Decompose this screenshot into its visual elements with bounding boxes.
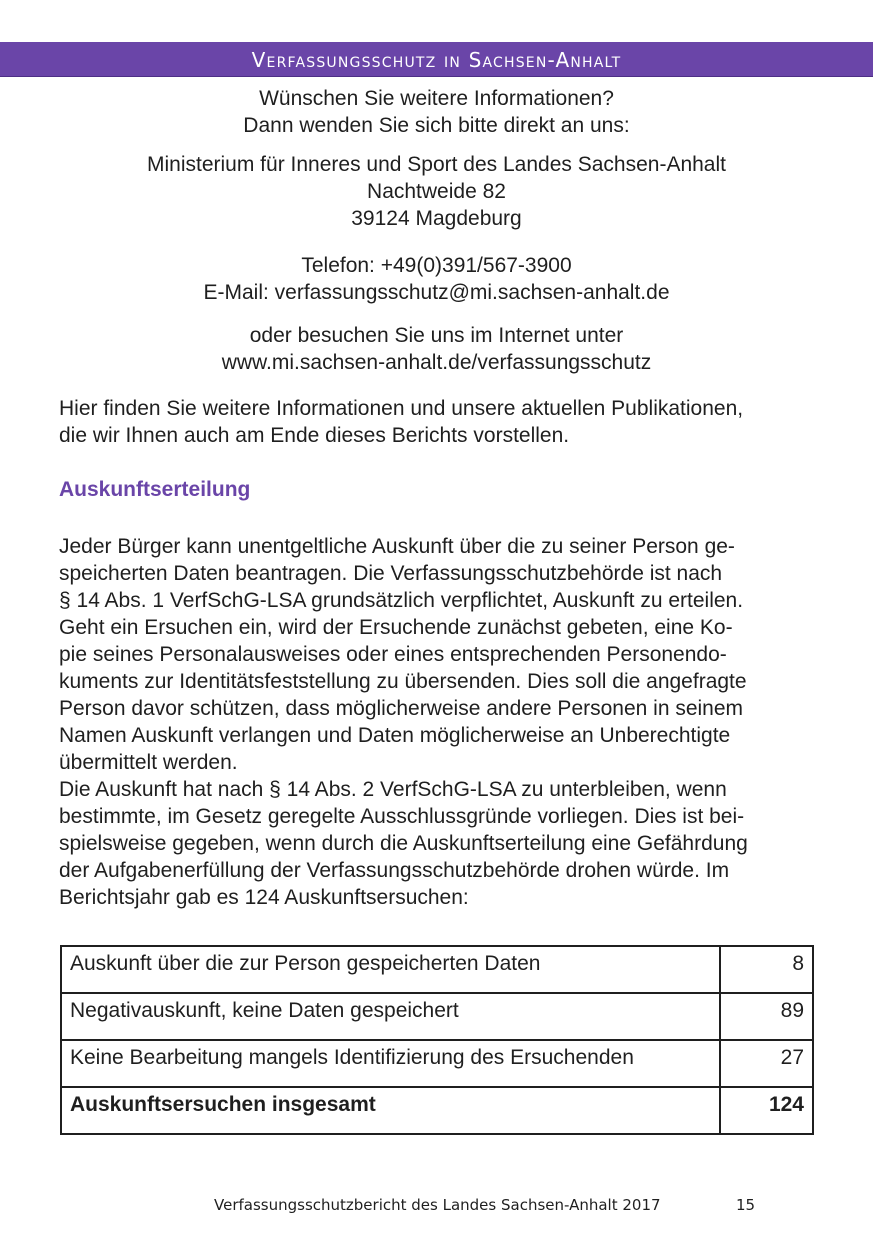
table-row [61,1040,813,1087]
intro-block [0,85,873,139]
hint-line-1: Hier finden Sie weitere Informationen und unsere aktuellen Publikationen, [59,397,744,420]
paragraph-line: pie seines Personalausweises oder eines entsprechenden Personendo- [59,643,727,666]
paragraph-ausschluss [59,776,819,911]
table-total-value: 124 [720,1087,813,1134]
table-total-row [61,1087,813,1134]
paragraph-line: Namen Auskunft verlangen und Daten möglicherweise an Unberechtigte [59,724,731,747]
table-row [61,993,813,1040]
paragraph-line: Die Auskunft hat nach § 14 Abs. 2 VerfSchG-LSA zu unterbleiben, wenn [59,778,727,801]
paragraph-line: Person davor schützen, dass möglicherweise andere Personen in seinem [59,697,744,720]
header-title: Verfassungsschutz in Sachsen-Anhalt [251,48,622,72]
table-cell-value: 27 [720,1040,813,1087]
table-row [61,946,813,993]
paragraph-line: Jeder Bürger kann unentgeltliche Auskunft über die zu seiner Person ge- [59,535,735,558]
paragraph-line: der Aufgabenerfüllung der Verfassungsschutzbehörde drohen würde. Im [59,859,730,882]
paragraph-line: speicherten Daten beantragen. Die Verfassungsschutzbehörde ist nach [59,562,723,585]
address-street: Nachtweide 82 [367,180,506,203]
internet-block [0,322,873,376]
publications-hint [59,395,819,449]
paragraph-line: Geht ein Ersuchen ein, wird der Ersuchende zunächst gebeten, eine Ko- [59,616,733,639]
page-header-bar [0,42,873,77]
auskunft-statistics-table [60,945,814,1135]
paragraph-line: übermittelt werden. [59,751,238,774]
contact-email: E-Mail: verfassungsschutz@mi.sachsen-anhalt.de [203,281,670,304]
address-organization: Ministerium für Inneres und Sport des Landes Sachsen-Anhalt [147,153,726,176]
contact-block [0,252,873,306]
paragraph-line: § 14 Abs. 1 VerfSchG-LSA grundsätzlich verpflichtet, Auskunft zu erteilen. [59,589,744,612]
paragraph-line: bestimmte, im Gesetz geregelte Ausschlussgründe vorliegen. Dies ist bei- [59,805,745,828]
table-cell-label: Auskunft über die zur Person gespeicherten Daten [61,946,720,993]
footer-report-title: Verfassungsschutzbericht des Landes Sachsen-Anhalt 2017 [214,1196,661,1214]
table-cell-label: Negativauskunft, keine Daten gespeichert [61,993,720,1040]
internet-url: www.mi.sachsen-anhalt.de/verfassungsschutz [221,351,652,374]
paragraph-line: spielsweise gegeben, wenn durch die Auskunftserteilung eine Gefährdung [59,832,748,855]
intro-line-2: Dann wenden Sie sich bitte direkt an uns: [243,114,630,137]
paragraph-line: kuments zur Identitätsfeststellung zu übersenden. Dies soll die angefragte [59,670,747,693]
table-total-label: Auskunftsersuchen insgesamt [61,1087,720,1134]
section-heading: Auskunftserteilung [59,478,251,501]
hint-line-2: die wir Ihnen auch am Ende dieses Berichts vorstellen. [59,424,570,447]
internet-line: oder besuchen Sie uns im Internet unter [249,324,624,347]
table-cell-value: 8 [720,946,813,993]
address-block [0,151,873,232]
address-city: 39124 Magdeburg [351,207,522,230]
paragraph-auskunft [59,533,819,776]
contact-phone: Telefon: +49(0)391/567-3900 [301,254,572,277]
page-number: 15 [736,1196,756,1214]
table-cell-value: 89 [720,993,813,1040]
table-cell-label: Keine Bearbeitung mangels Identifizierung des Ersuchenden [61,1040,720,1087]
paragraph-line: Berichtsjahr gab es 124 Auskunftsersuchen: [59,886,469,909]
intro-line-1: Wünschen Sie weitere Informationen? [259,87,614,110]
